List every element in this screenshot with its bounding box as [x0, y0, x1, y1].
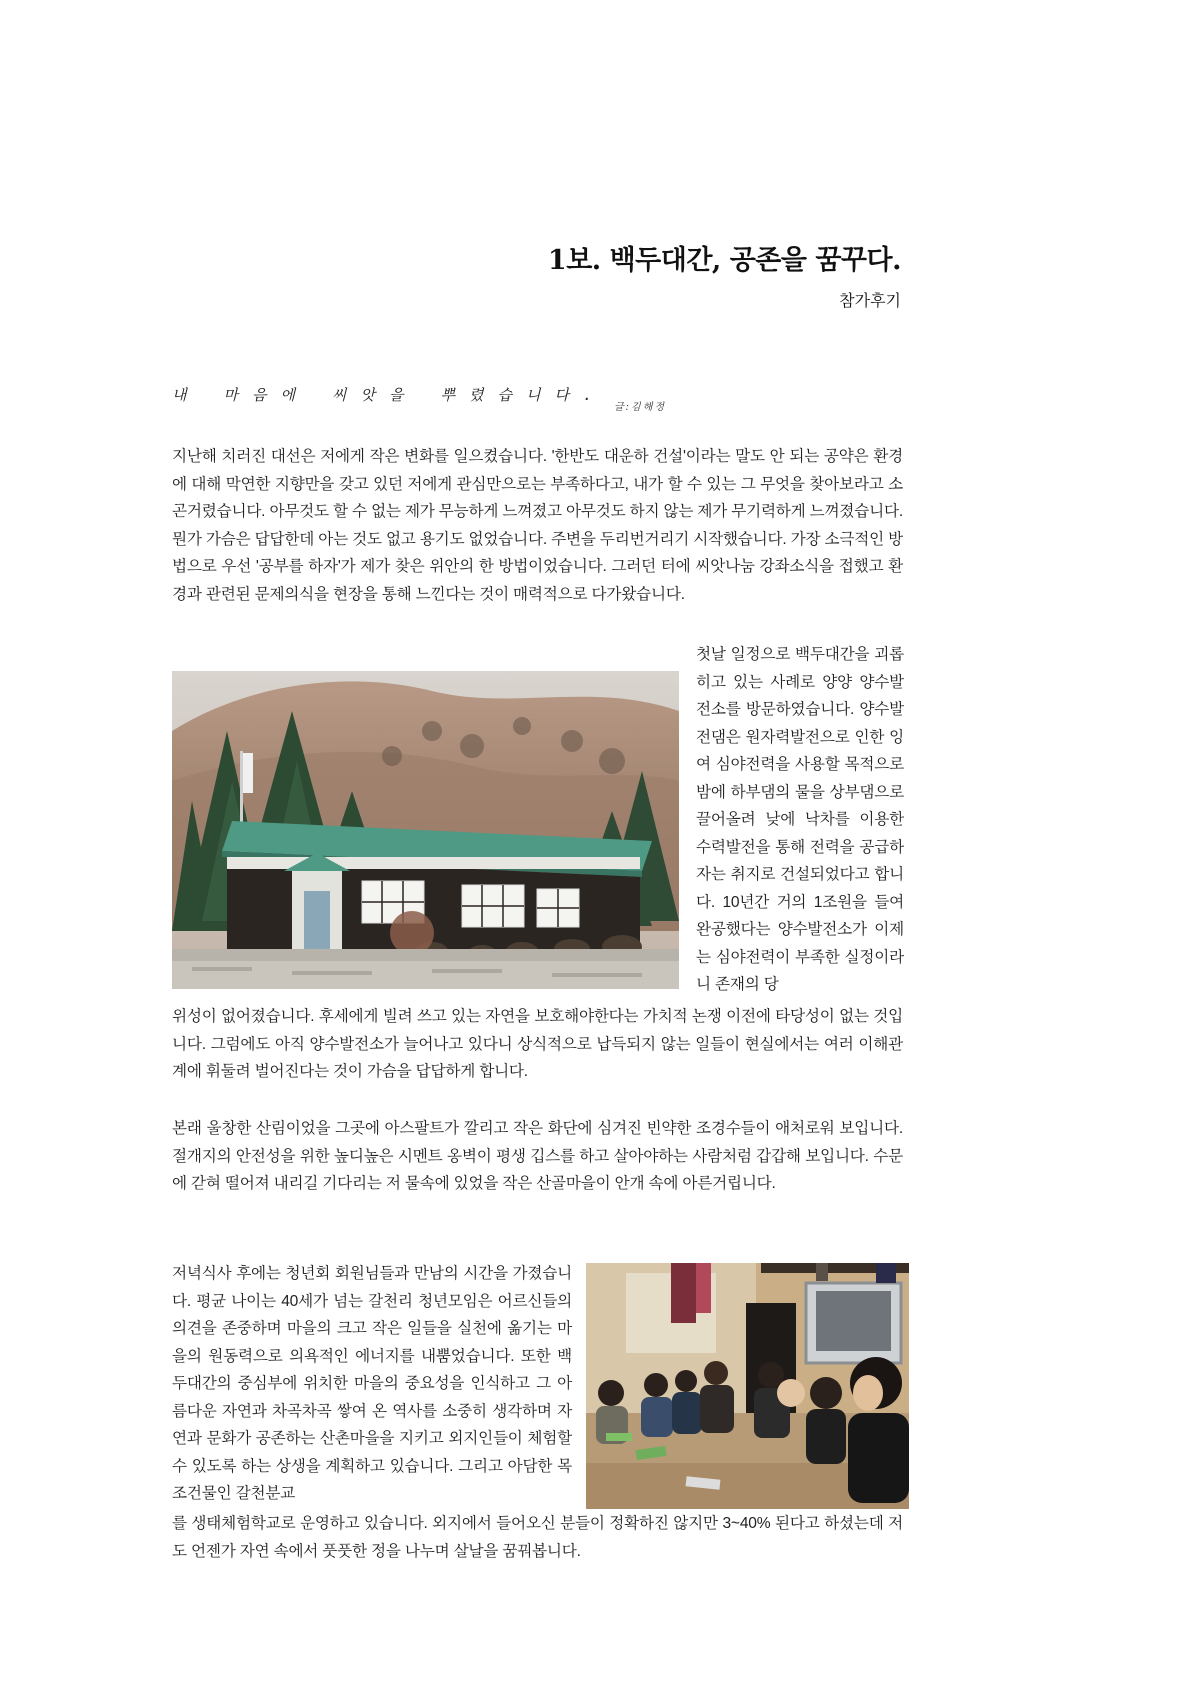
author-byline: 글:김해정 — [614, 402, 667, 413]
paragraph-youth-meeting-continued: 를 생태체험학교로 운영하고 있습니다. 외지에서 들어오신 분들이 정확하진 않지만 3~40% 된다고 하셨는데 저도 언젠가 자연 속에서 풋풋한 정을 나누며 살날을 꿈꿔봅니다. — [172, 1515, 903, 1560]
article-title: 1보. 백두대간, 공존을 꿈꾸다. — [547, 245, 901, 276]
article-subtitle: 참가후기 — [839, 291, 901, 310]
paragraph-dam-visit-continued: 위성이 없어졌습니다. 후세에게 빌려 쓰고 있는 자연을 보호해야한다는 가치적 논쟁 이전에 타당성이 없는 것입니다. 그럼에도 아직 양수발전소가 늘어나고 있다니 상식적으로 납득되지 않는 일들이 현실에서는 여러 이해관계에 휘둘려 벌어진다는 것이 가슴을 답답하게 합니다. — [172, 1008, 903, 1080]
school-building-photo — [172, 671, 679, 989]
paragraph-youth-meeting: 저녁식사 후에는 청년회 회원님들과 만남의 시간을 가졌습니다. 평균 나이는 40세가 넘는 갈천리 청년모임은 어르신들의 의견을 존중하며 마을의 크고 작은 일들을 실천에 옮기는 마을의 원동력으로 의욕적인 에너지를 내뿜었습니다. 또한 백두대간의 중심부에 위치한 마을의 중요성을 인식하고 그 아름다운 자연과 차곡차곡 쌓여 온 역사를 소중히 생각하며 자연과 문화가 공존하는 산촌마을을 지키고 외지인들이 체험할 수 있도록 하는 상생을 계획하고 있습니다. 그리고 아담한 목조건물인 갈천분교 — [172, 1265, 572, 1502]
handwritten-heading: 내 마음에 씨앗을 뿌렸습니다. — [172, 386, 607, 404]
paragraph-intro: 지난해 치러진 대선은 저에게 작은 변화를 일으켰습니다. '한반도 대운하 건설'이라는 말도 안 되는 공약은 환경에 대해 막연한 지향만을 갖고 있던 저에게 관심만으로는 부족하다고, 내가 할 수 있는 그 무엇을 찾아보라고 소곤거렸습니다. 아무것도 할 수 없는 제가 무능하게 느껴졌고 아무것도 하지 않는 제가 무기력하게 느껴졌습니다. 뭔가 가슴은 답답한데 아는 것도 없고 용기도 없었습니다. 주변을 두리번거리기 시작했습니다. 가장 소극적인 방법으로 우선 '공부를 하자'가 제가 찾은 위안의 한 방법이었습니다. 그러던 터에 씨앗나눔 강좌소식을 접했고 환경과 관련된 문제의식을 현장을 통해 느낀다는 것이 매력적으로 다가왔습니다. — [172, 448, 903, 603]
paragraph-dam-visit: 첫날 일정으로 백두대간을 괴롭히고 있는 사례로 양양 양수발전소를 방문하였습니다. 양수발전댐은 원자력발전으로 인한 잉여 심야전력을 사용할 목적으로 밤에 하부댐의 물을 상부댐으로 끌어올려 낮에 낙차를 이용한 수력발전을 통해 전력을 공급하자는 취지로 건설되었다고 합니다. 10년간 거의 1조원을 들여 완공했다는 양수발전소가 이제는 심야전력이 부족한 실정이라니 존재의 당 — [696, 646, 904, 993]
paragraph-landscape: 본래 울창한 산림이었을 그곳에 아스팔트가 깔리고 작은 화단에 심겨진 빈약한 조경수들이 애처로워 보입니다. 절개지의 안전성을 위한 높디높은 시멘트 옹벽이 평생 깁스를 하고 살아야하는 사람처럼 갑갑해 보입니다. 수문에 갇혀 떨어져 내리길 기다리는 저 물속에 있었을 작은 산골마을이 안개 속에 아른거립니다. — [172, 1120, 903, 1192]
meeting-room-photo — [586, 1263, 909, 1509]
